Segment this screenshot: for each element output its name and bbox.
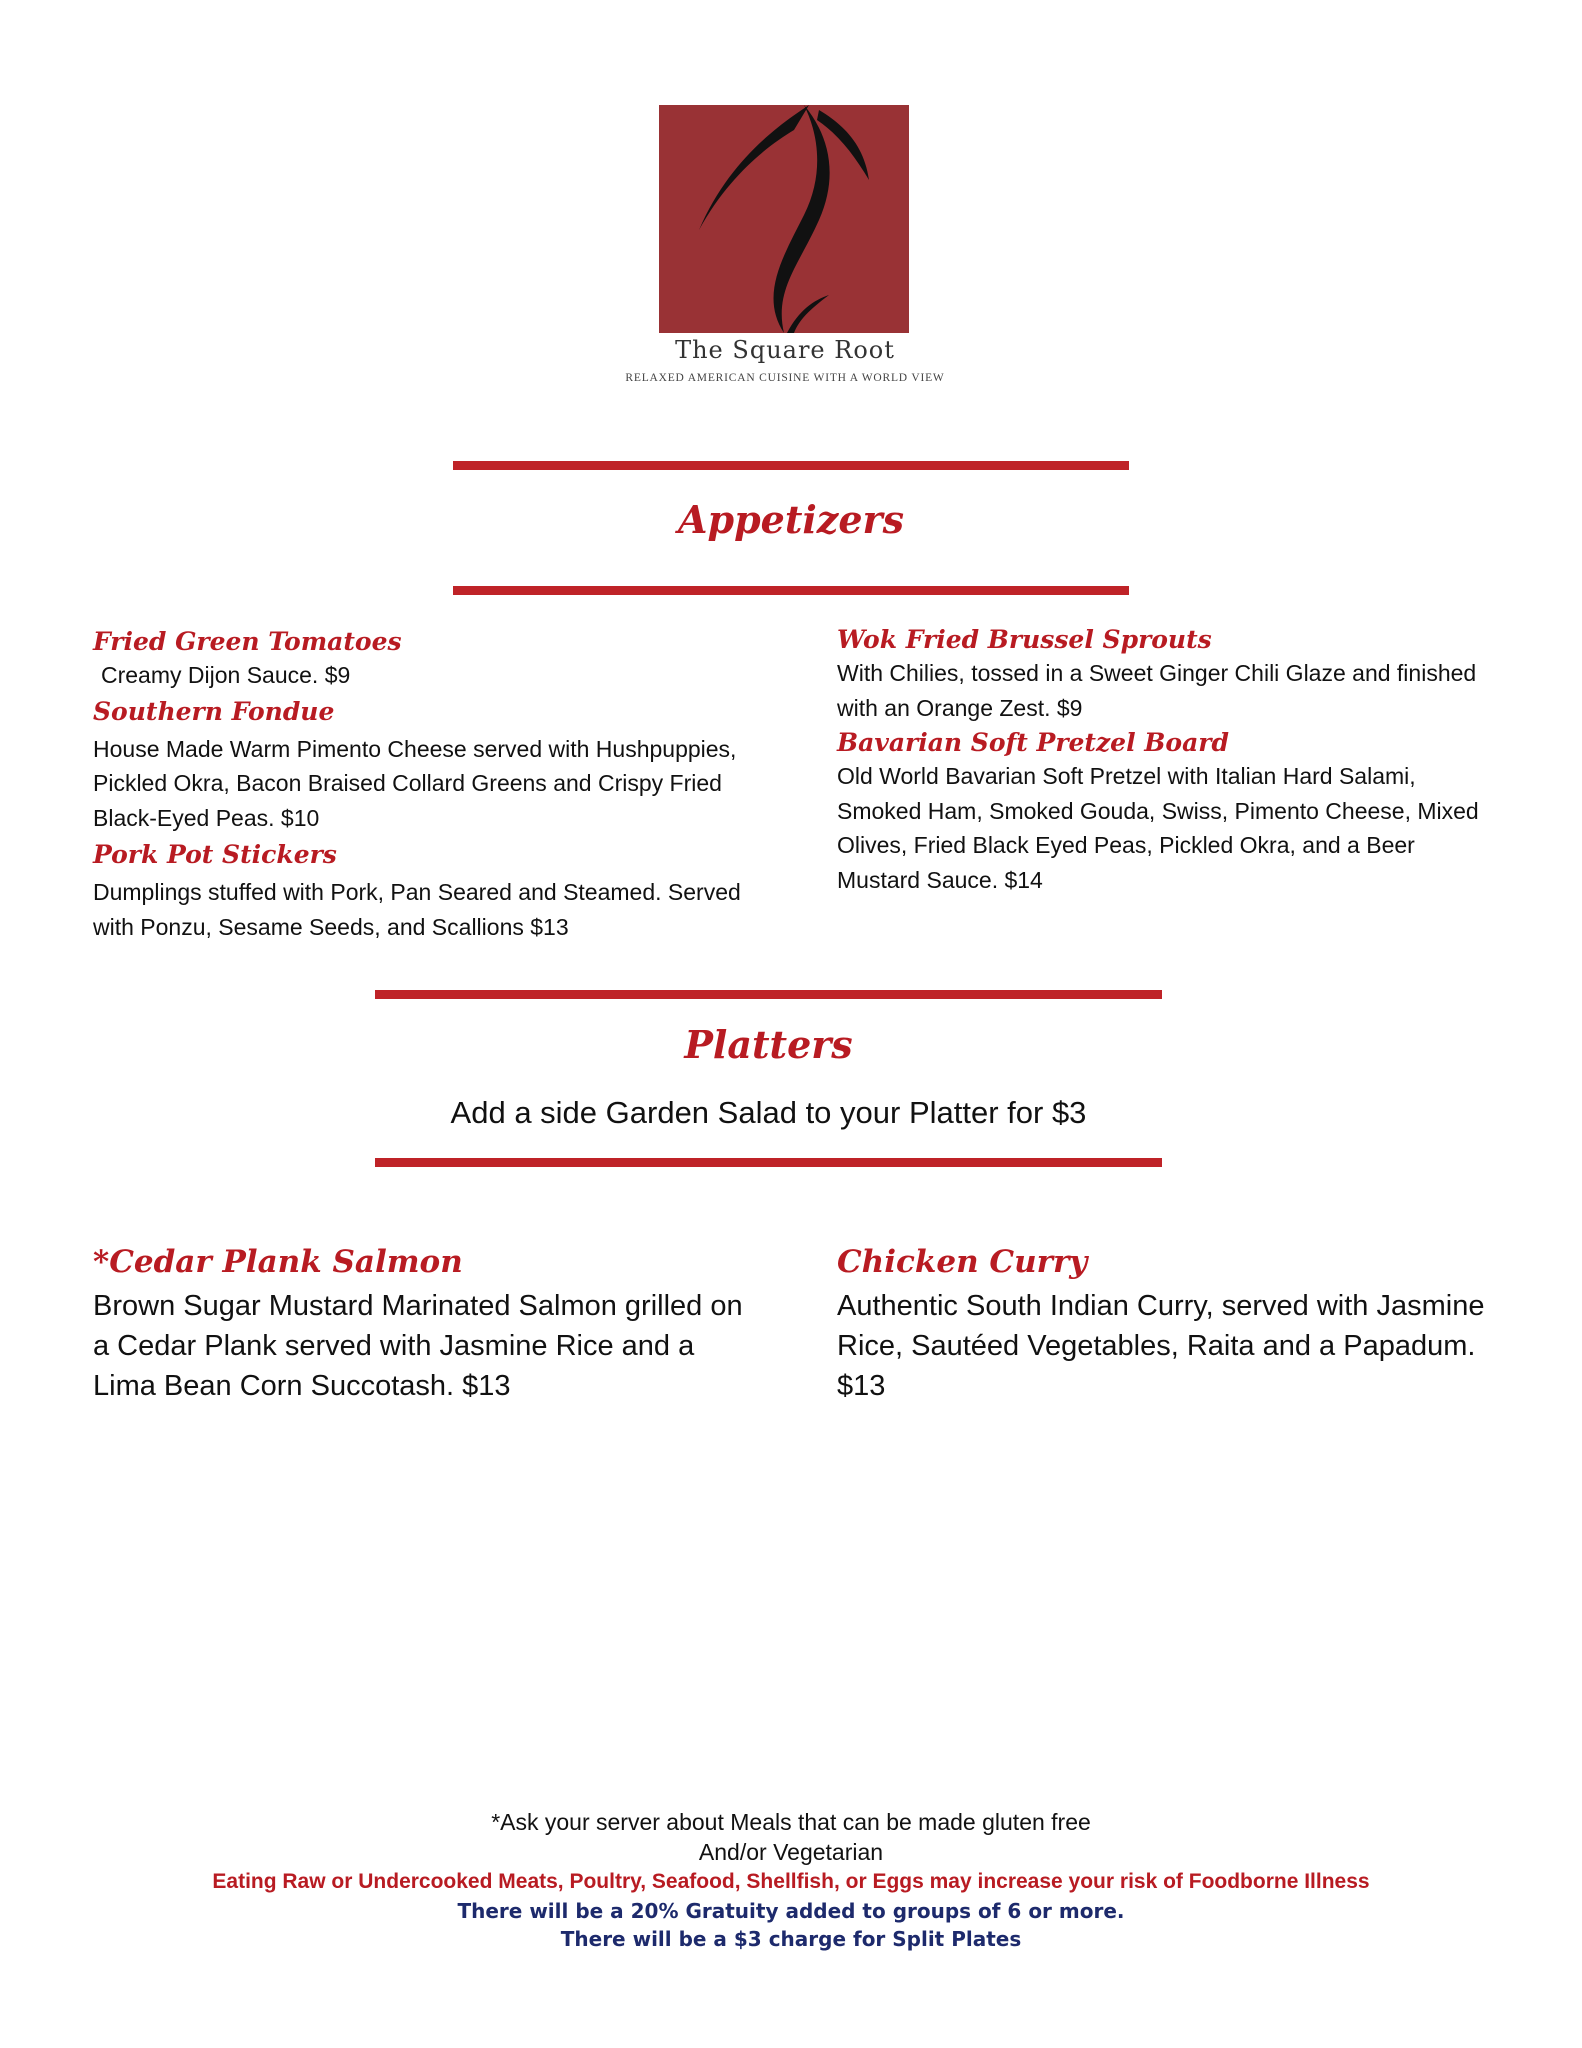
platters-subtitle: Add a side Garden Salad to your Platter for $3 [450, 1095, 1087, 1130]
item-name: Fried Green Tomatoes [93, 627, 402, 656]
item-name: Bavarian Soft Pretzel Board [837, 728, 1229, 757]
foodborne-warning: Eating Raw or Undercooked Meats, Poultry, Seafood, Shellfish, or Eggs may increase your risk of Foodborne Illness [212, 1870, 1370, 1893]
vegetarian-note: And/or Vegetarian [698, 1839, 884, 1865]
brand-tagline: RELAXED AMERICAN CUISINE WITH A WORLD VIEW [625, 372, 945, 384]
logo-square [659, 105, 909, 333]
item-description: Authentic South Indian Curry, served with Jasmine Rice, Sautéed Vegetables, Raita and a Papadum. $13 [837, 1290, 1485, 1402]
item-description: Creamy Dijon Sauce. $9 [101, 662, 351, 688]
gratuity-note: There will be a 20% Gratuity added to groups of 6 or more. [457, 1899, 1125, 1923]
gluten-note: *Ask your server about Meals that can be made gluten free [491, 1809, 1091, 1835]
appetizers-right-column [837, 624, 1499, 897]
divider [375, 990, 1162, 999]
item-description: Old World Bavarian Soft Pretzel with Italian Hard Salami, Smoked Ham, Smoked Gouda, Swiss, Pimento Cheese, Mixed Olives, Fried Black Eyed Peas, Pickled Okra, and a Beer Mustard Sauce. $14 [837, 763, 1479, 893]
appetizers-title: Appetizers [678, 497, 904, 542]
item-name: Chicken Curry [837, 1244, 1088, 1280]
divider [375, 1158, 1162, 1167]
divider [453, 461, 1129, 470]
item-description: With Chilies, tossed in a Sweet Ginger Chili Glaze and finished with an Orange Zest. $9 [837, 660, 1477, 721]
item-description: House Made Warm Pimento Cheese served with Hushpuppies, Pickled Okra, Bacon Braised Collard Greens and Crispy Fried Black-Eyed Peas. $10 [93, 735, 737, 831]
appetizers-left-column [93, 626, 773, 944]
platter-item [93, 1242, 743, 1406]
item-name: Pork Pot Stickers [93, 840, 337, 869]
platters-title: Platters [684, 1022, 853, 1067]
item-name: Wok Fried Brussel Sprouts [837, 625, 1212, 654]
item-name: *Cedar Plank Salmon [93, 1244, 463, 1280]
root-swirl-icon [659, 105, 909, 333]
platter-item [837, 1242, 1487, 1406]
item-name: Southern Fondue [93, 696, 335, 726]
item-description: Dumplings stuffed with Pork, Pan Seared and Steamed. Served with Ponzu, Sesame Seeds, and Scallions $13 [93, 879, 741, 940]
split-plate-note: There will be a $3 charge for Split Plates [560, 1927, 1022, 1951]
item-description: Brown Sugar Mustard Marinated Salmon grilled on a Cedar Plank served with Jasmine Rice and a Lima Bean Corn Succotash. $13 [93, 1290, 743, 1402]
brand-name: The Square Root [675, 336, 895, 364]
divider [453, 586, 1129, 595]
